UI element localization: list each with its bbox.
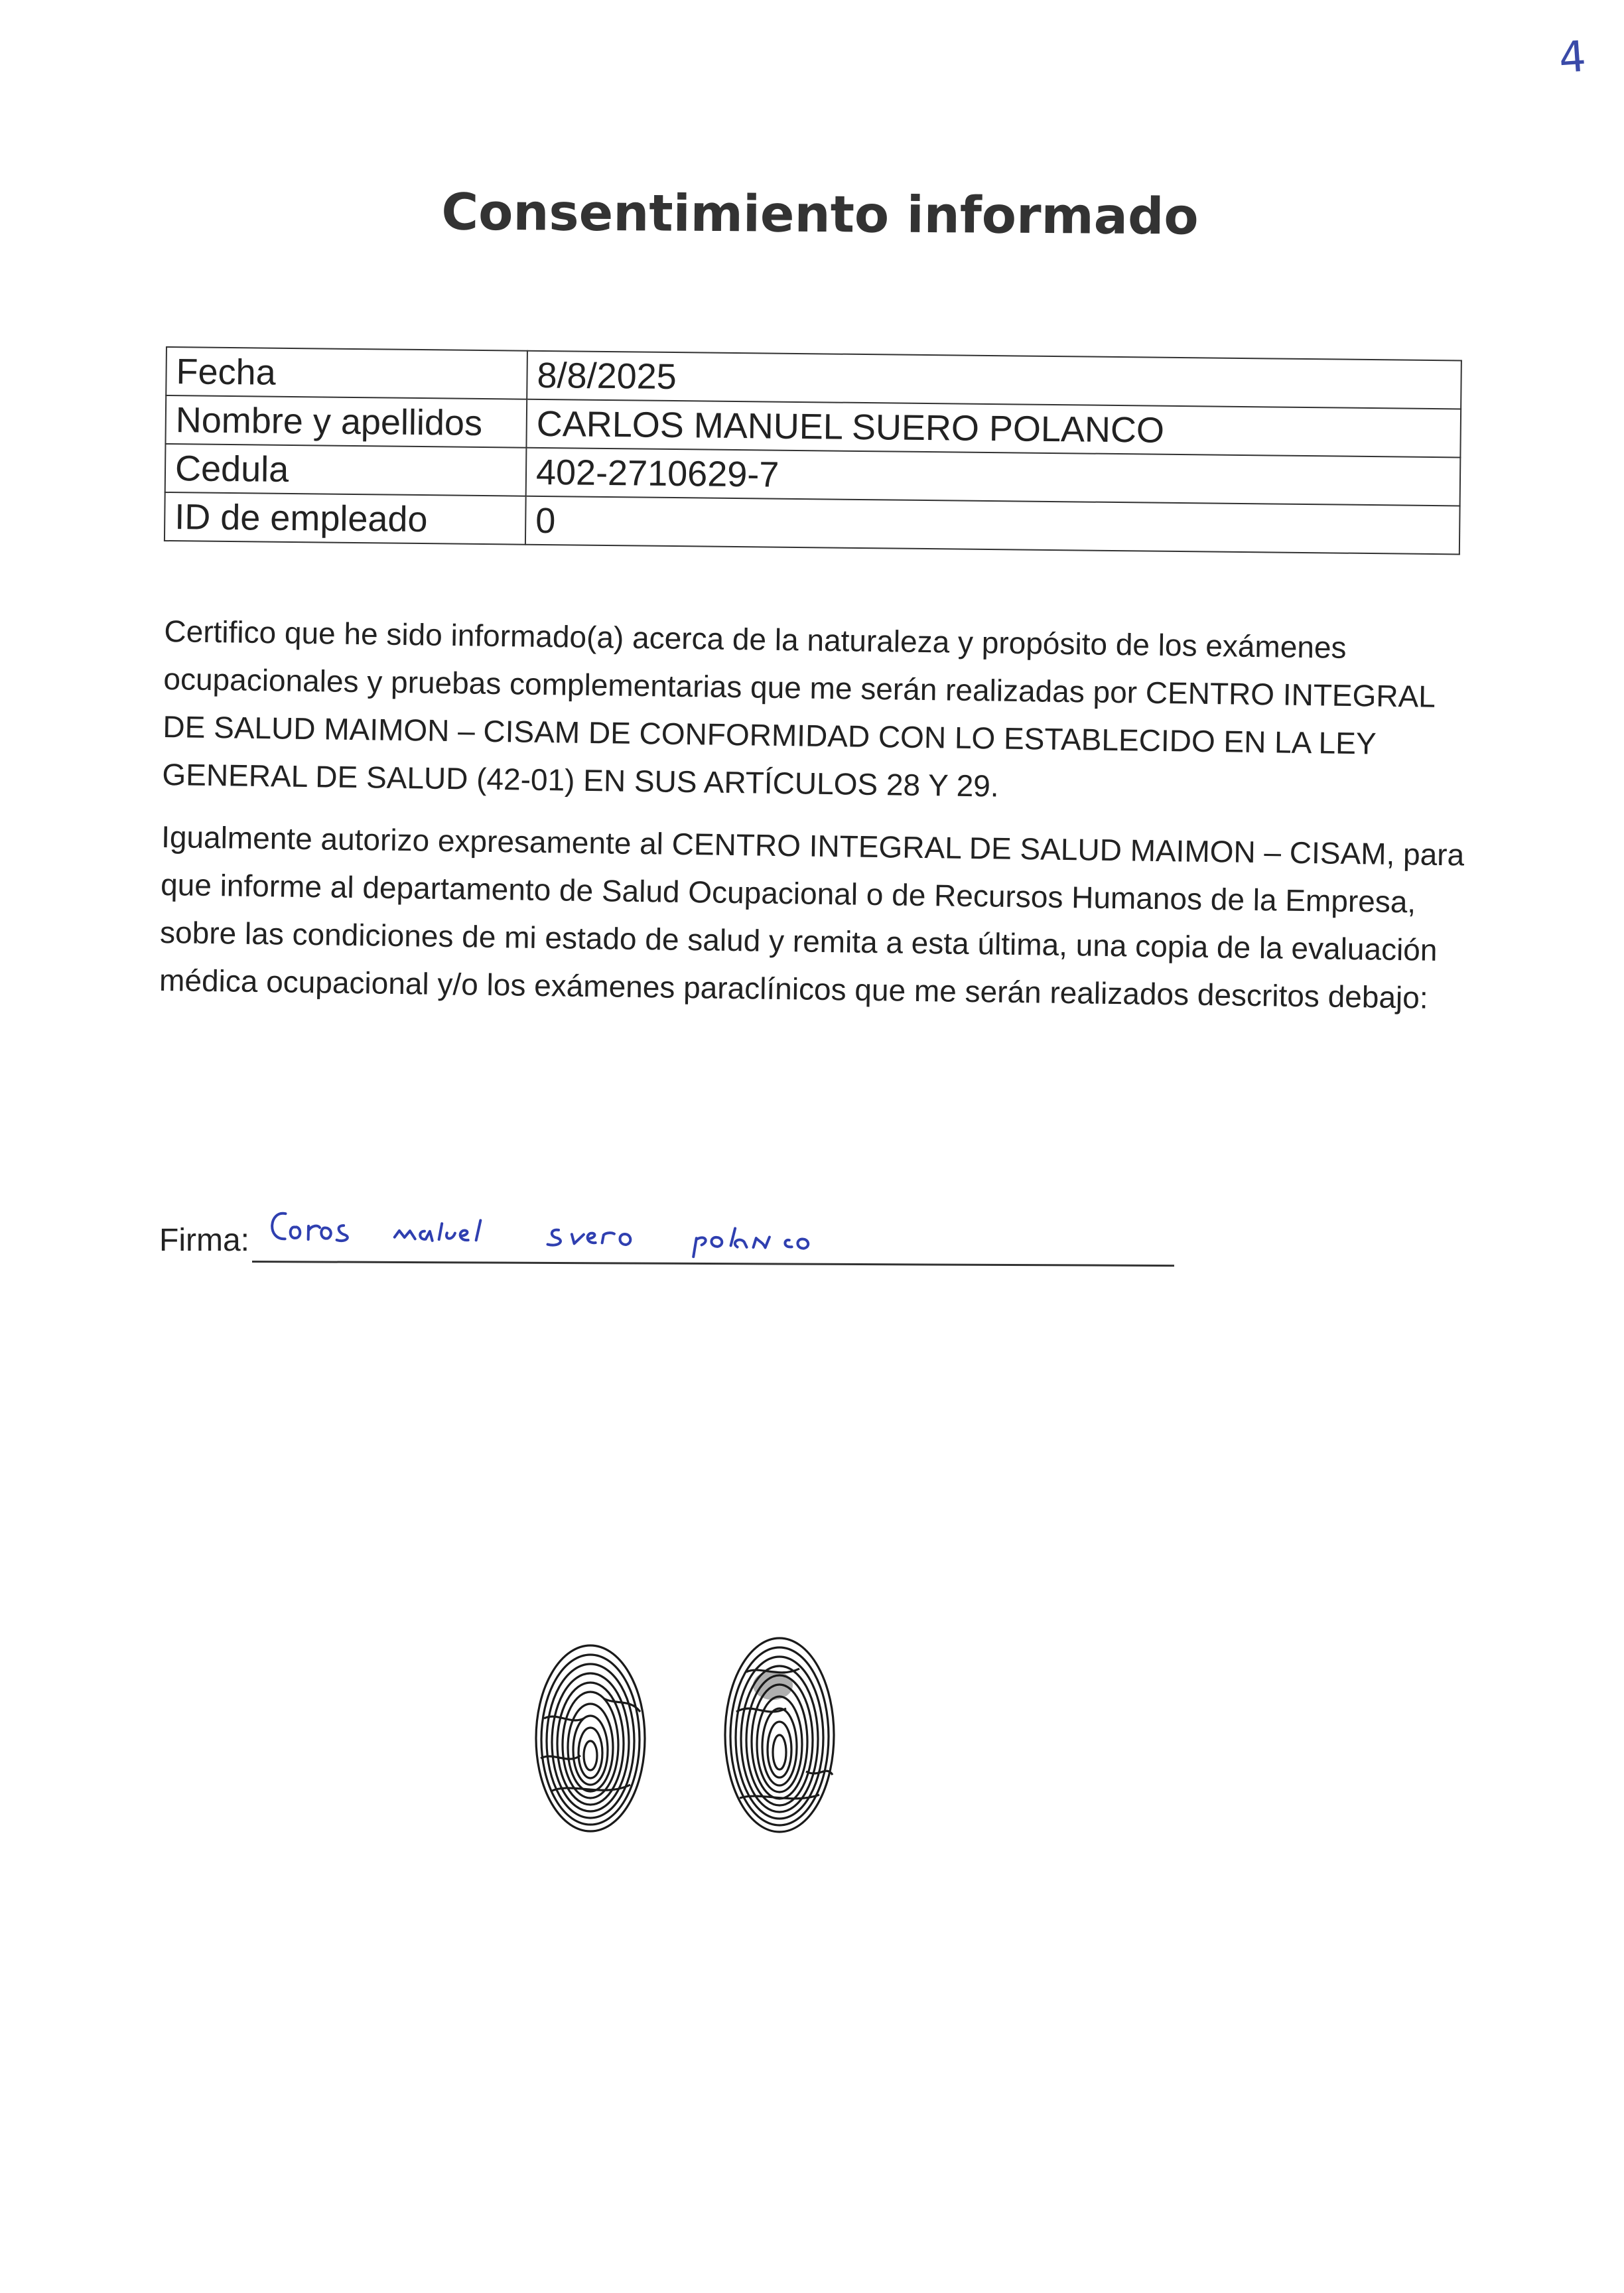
row-value-cedula: 402-2710629-7 bbox=[526, 448, 1461, 506]
fingerprints bbox=[531, 1639, 929, 1858]
fingerprint-right-icon bbox=[720, 1632, 839, 1838]
handwritten-signature bbox=[258, 1193, 1122, 1271]
row-label-nombre: Nombre y apellidos bbox=[165, 395, 527, 448]
signature-row bbox=[159, 1202, 1181, 1269]
signature-label: Firma: bbox=[159, 1223, 249, 1258]
row-value-nombre: CARLOS MANUEL SUERO POLANCO bbox=[526, 399, 1461, 458]
row-value-id-empleado: 0 bbox=[525, 496, 1460, 555]
row-label-fecha: Fecha bbox=[166, 347, 527, 399]
consent-paragraph-certification: Certifico que he sido informado(a) acerca de la naturaleza y propósito de los exámenes ocupacionales y pruebas complementarias que me serán realizadas por CENTRO INTEGRAL DE SALUD MAIMON – CISAM DE CONFORMIDAD CON LO ESTABLECIDO EN LA LEY GENERAL DE SALUD (42-01) EN SUS ARTÍCULOS 28 Y 29. bbox=[162, 613, 1435, 803]
info-table-container bbox=[164, 346, 1462, 555]
row-value-fecha: 8/8/2025 bbox=[527, 351, 1461, 409]
signature-scribble bbox=[258, 1193, 1122, 1271]
consent-body bbox=[159, 607, 1484, 1037]
info-table bbox=[164, 346, 1462, 555]
row-label-cedula: Cedula bbox=[165, 444, 527, 496]
fingerprint-left-icon bbox=[531, 1639, 650, 1838]
page-number: 4 bbox=[1557, 32, 1588, 84]
row-label-id-empleado: ID de empleado bbox=[165, 492, 526, 545]
page-title: Consentimiento informado bbox=[441, 182, 1199, 246]
consent-paragraph-authorization: Igualmente autorizo expresamente al CENTRO INTEGRAL DE SALUD MAIMON – CISAM, para que informe al departamento de Salud Ocupacional o de Recursos Humanos de la Empresa, sobre las condiciones de mi estado de salud y remita a esta última, una copia de la evaluación médica ocupacional y/o los exámenes paraclínicos que me serán realizados descritos debajo: bbox=[159, 819, 1465, 1015]
